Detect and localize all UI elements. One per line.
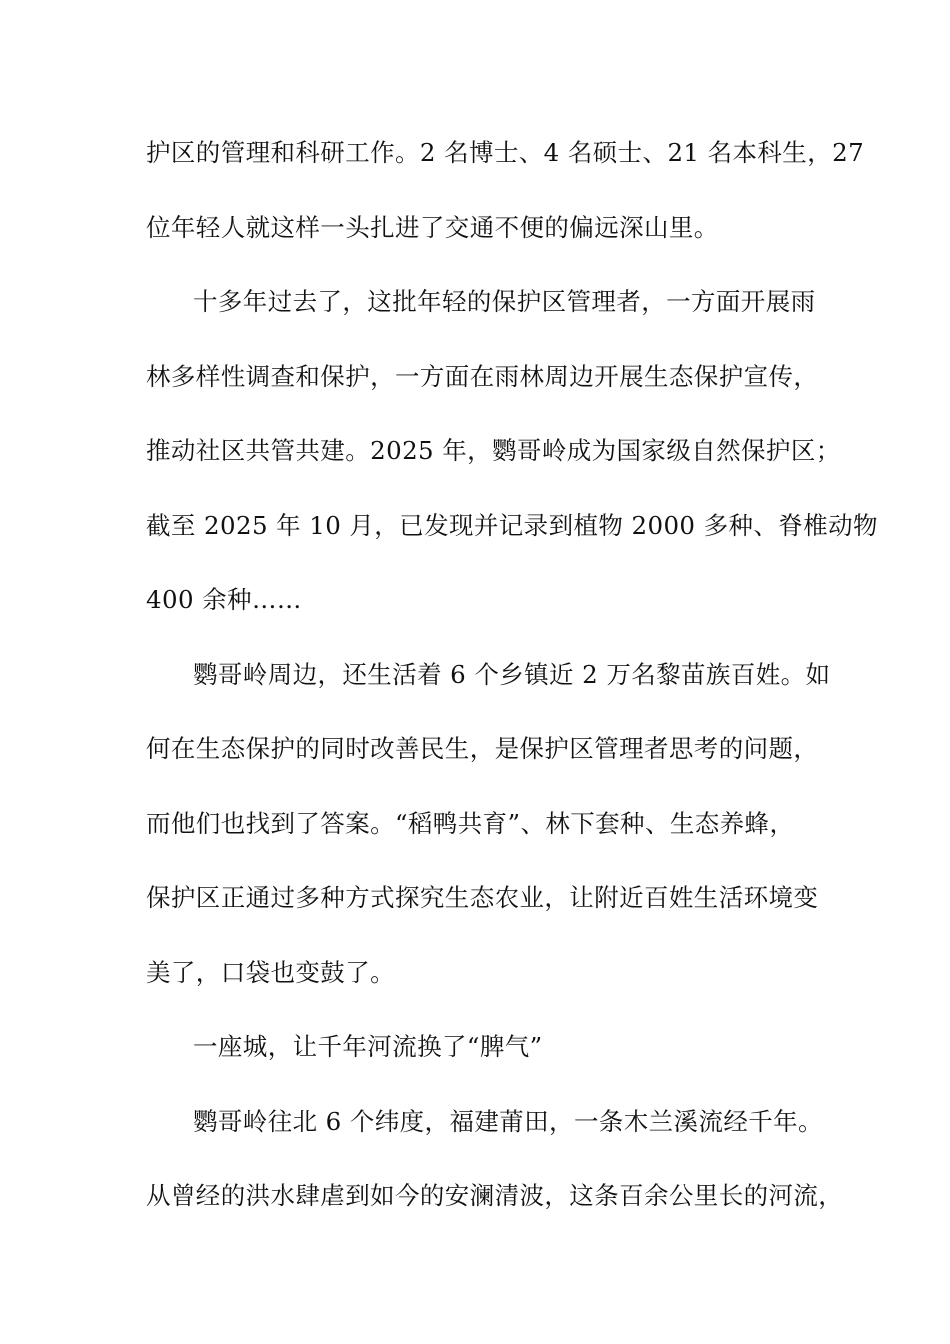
text-line: 推动社区共管共建。2025 年，鹦哥岭成为国家级自然保护区；: [146, 436, 841, 465]
text-line: 美了，口袋也变鼓了。: [146, 958, 395, 987]
section-heading: 一座城，让千年河流换了“脾气”: [193, 1032, 543, 1061]
text-line: 而他们也找到了答案。“稻鸭共育”、林下套种、生态养蜂，: [146, 809, 795, 838]
text-line: 400 余种……: [146, 585, 302, 614]
text-line: 截至 2025 年 10 月，已发现并记录到植物 2000 多种、脊椎动物: [146, 511, 878, 540]
paragraph-start-line: 鹦哥岭周边，还生活着 6 个乡镇近 2 万名黎苗族百姓。如: [193, 660, 831, 689]
text-line: 林多样性调查和保护，一方面在雨林周边开展生态保护宣传，: [146, 362, 819, 391]
text-line: 护区的管理和科研工作。2 名博士、4 名硕士、21 名本科生，27: [146, 138, 865, 167]
text-line: 位年轻人就这样一头扎进了交通不便的偏远深山里。: [146, 213, 719, 242]
paragraph-start-line: 十多年过去了，这批年轻的保护区管理者，一方面开展雨: [193, 287, 816, 316]
paragraph-start-line: 鹦哥岭往北 6 个纬度，福建莆田，一条木兰溪流经千年。: [193, 1107, 823, 1136]
text-line: 何在生态保护的同时改善民生，是保护区管理者思考的问题，: [146, 734, 819, 763]
text-line: 保护区正通过多种方式探究生态农业，让附近百姓生活环境变: [146, 883, 819, 912]
text-line: 从曾经的洪水肆虐到如今的安澜清波，这条百余公里长的河流，: [146, 1181, 844, 1210]
